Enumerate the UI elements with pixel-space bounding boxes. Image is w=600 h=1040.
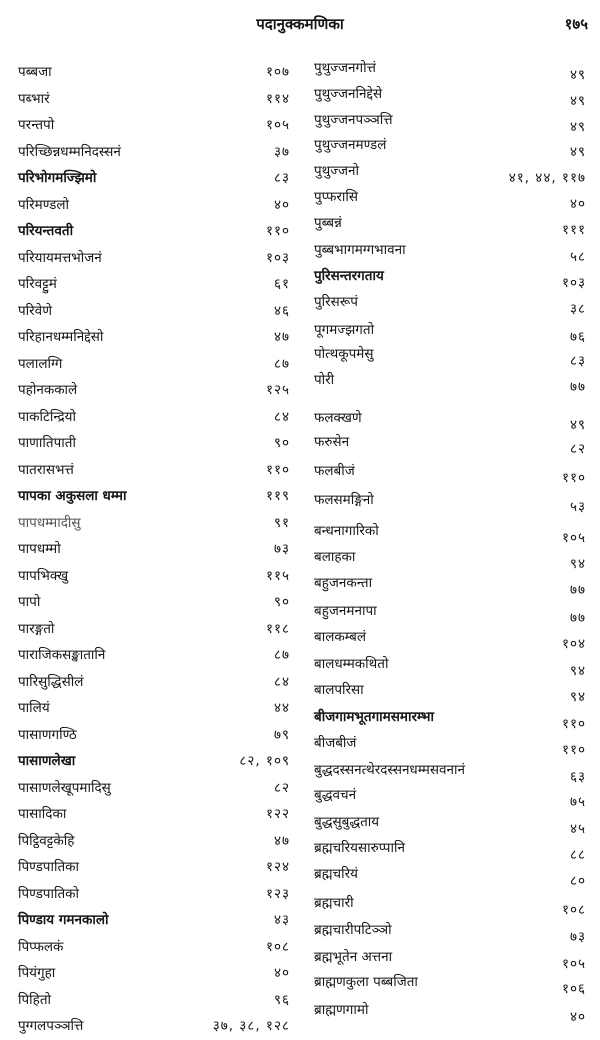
index-entry xyxy=(314,135,586,159)
index-term: बुद्धवचनं xyxy=(314,787,357,803)
index-term: पहोनककाले xyxy=(18,382,78,398)
index-entry xyxy=(18,725,290,749)
index-term: पुथुज्जनो xyxy=(314,163,360,179)
index-page-refs: १२३ xyxy=(265,885,290,902)
index-page-refs: ७७ xyxy=(569,610,586,626)
index-page-refs: ८२ xyxy=(273,779,290,796)
index-term: पुथुज्जनगोत्तं xyxy=(314,60,376,76)
index-term: बीजबीजं xyxy=(314,735,357,751)
index-entry xyxy=(18,698,290,722)
index-entry xyxy=(314,370,586,394)
index-entry xyxy=(18,672,290,696)
index-page-refs: ३७, ३८, १२८ xyxy=(212,1018,290,1034)
index-page-refs: ७३ xyxy=(569,929,586,945)
index-entry xyxy=(314,920,586,944)
index-term: परिवट्टुमं xyxy=(18,276,57,292)
index-entry xyxy=(18,142,290,166)
index-term: पापभिक्खु xyxy=(18,567,69,584)
index-term: पाराजिकसङ्खातानि xyxy=(18,647,106,663)
index-term: पुथुज्जनमण्डलं xyxy=(314,137,387,153)
index-entry xyxy=(18,751,290,775)
index-entry xyxy=(18,645,290,669)
index-entry xyxy=(18,910,290,934)
index-page-refs: ११० xyxy=(561,716,586,732)
index-page-refs: ७७ xyxy=(569,582,586,598)
index-page-refs: ४९ xyxy=(569,93,586,109)
index-page-refs: १११ xyxy=(561,222,586,238)
index-term: बहुजनकन्ता xyxy=(314,575,373,591)
index-entry xyxy=(314,547,586,571)
index-entry xyxy=(18,513,290,537)
index-entry xyxy=(314,573,586,597)
index-entry xyxy=(18,831,290,855)
index-page-refs: ८७ xyxy=(273,355,290,372)
index-term: पब्भारं xyxy=(18,90,50,107)
index-page-refs: ४९ xyxy=(569,417,586,433)
index-page-refs: ८४ xyxy=(273,673,290,690)
index-page-refs: १०८ xyxy=(561,902,586,918)
index-page-refs: ८३ xyxy=(273,170,290,186)
index-entry xyxy=(314,58,586,82)
index-page-refs: ११८ xyxy=(265,620,290,637)
index-term: फरुसेन xyxy=(314,434,350,450)
index-term: ब्रह्मचरियसारुप्पानि xyxy=(314,840,405,856)
index-entry xyxy=(18,433,290,457)
index-term: पुरिसन्तरगताय xyxy=(314,268,384,284)
index-term: पियंगुहा xyxy=(18,965,56,981)
index-entry xyxy=(18,592,290,616)
index-term: फलसमङ्गिनो xyxy=(314,492,374,508)
index-page-refs: ७५ xyxy=(569,794,586,810)
index-term: पुथुज्जननिद्देसे xyxy=(314,86,383,102)
index-page-refs: ११५ xyxy=(265,567,290,584)
index-term: बीजगामभूतगामसमारम्भा xyxy=(314,709,435,725)
index-term: पुप्फरासि xyxy=(314,189,358,205)
index-entry xyxy=(314,240,586,264)
index-page-refs: ८२, १०९ xyxy=(239,753,290,769)
index-entry xyxy=(18,221,290,245)
index-term: पिहितो xyxy=(18,991,52,1008)
index-term: पुथुज्जनपञ्ञत्ति xyxy=(314,112,393,128)
index-term: पासाणलेखूपमादिसु xyxy=(18,779,111,796)
index-page-refs: ११९ xyxy=(265,488,290,504)
index-term: परिवेणे xyxy=(18,302,52,319)
index-term: पाकटिन्द्रियो xyxy=(18,408,76,425)
index-page-refs: ९० xyxy=(273,435,290,451)
index-term: ब्राह्मणकुला पब्बजिता xyxy=(314,974,418,990)
index-entry xyxy=(18,380,290,404)
index-page-refs: ११० xyxy=(561,470,586,486)
index-entry xyxy=(314,521,586,545)
index-entry xyxy=(314,1000,586,1024)
index-term: पूगमज्झगतो xyxy=(314,322,375,338)
index-entry xyxy=(314,838,586,862)
index-page-refs: ७६ xyxy=(569,329,586,345)
index-entry xyxy=(18,168,290,192)
index-entry xyxy=(18,327,290,351)
index-entry xyxy=(314,812,586,836)
index-entry xyxy=(314,947,586,971)
index-term: ब्रह्मचारीपटिञ्ञो xyxy=(314,922,392,938)
index-term: पासाणलेखा xyxy=(18,753,76,769)
index-page-refs: १०५ xyxy=(561,530,586,546)
index-entry xyxy=(314,733,586,757)
index-term: पोत्थकूपमेसु xyxy=(314,346,374,362)
index-page-refs: ११० xyxy=(265,461,290,478)
index-page-refs: ८४ xyxy=(273,408,290,425)
index-entry xyxy=(314,601,586,625)
index-entry xyxy=(314,680,586,704)
index-entry xyxy=(314,707,586,731)
index-page-refs: १०८ xyxy=(265,938,290,955)
index-page-refs: ९४ xyxy=(569,556,586,572)
index-term: पिण्डपातिको xyxy=(18,885,80,902)
index-page-refs: ३७ xyxy=(273,143,290,160)
index-term: फलक्खणे xyxy=(314,410,362,426)
index-entry xyxy=(314,432,586,456)
index-term: पुग्गलपञ्ञत्ति xyxy=(18,1018,84,1034)
index-entry xyxy=(18,857,290,881)
index-term: बुद्धदस्सनत्थेरदस्सनधम्मसवनानं xyxy=(314,762,465,778)
index-entry xyxy=(18,62,290,86)
index-page-refs: ४९ xyxy=(569,119,586,135)
index-entry xyxy=(18,407,290,431)
index-term: फलबीजं xyxy=(314,463,355,479)
index-term: पारिसुद्धिसीलं xyxy=(18,673,84,690)
index-page-refs: ७७ xyxy=(569,379,586,395)
index-term: ब्रह्मभूतेन अत्तना xyxy=(314,949,393,965)
index-page-refs: ४६ xyxy=(273,302,290,319)
index-page-refs: ४४ xyxy=(273,700,290,716)
index-page-refs: ४७ xyxy=(273,329,290,345)
index-entry xyxy=(18,884,290,908)
index-term: पिण्डाय गमनकालो xyxy=(18,912,109,928)
index-page-refs: ४० xyxy=(569,1009,586,1025)
index-term: पुरिसरूपं xyxy=(314,294,358,310)
index-page-refs: १०३ xyxy=(561,275,586,291)
index-term: परिभोगमज्झिमो xyxy=(18,170,97,186)
index-entry xyxy=(18,1016,290,1040)
index-term: पाणातिपाती xyxy=(18,435,76,451)
index-entry xyxy=(18,274,290,298)
index-entry xyxy=(314,110,586,134)
index-term: ब्रह्मचारी xyxy=(314,895,354,911)
index-page-refs: ११४ xyxy=(265,90,290,107)
index-term: पिण्डपातिका xyxy=(18,859,80,875)
index-term: परिच्छिन्नधम्मनिदस्सनं xyxy=(18,143,121,160)
index-term: पासाणगण्ठि xyxy=(18,726,77,743)
index-entry xyxy=(314,84,586,108)
index-page-refs: ६१ xyxy=(273,276,290,292)
index-page-refs: ९१ xyxy=(273,514,290,531)
index-page-refs: ८० xyxy=(569,873,586,889)
index-entry xyxy=(18,539,290,563)
index-page-refs: १०७ xyxy=(265,64,290,80)
index-term: बहुजनमनापा xyxy=(314,603,377,619)
index-entry xyxy=(314,320,586,344)
index-entry xyxy=(314,461,586,485)
index-entry xyxy=(18,460,290,484)
index-entry xyxy=(314,266,586,290)
index-page-refs: ६३ xyxy=(569,769,586,785)
page-number: १७५ xyxy=(564,15,588,33)
index-term: पिप्फलकं xyxy=(18,938,64,955)
index-entry xyxy=(314,490,586,514)
index-entry xyxy=(314,654,586,678)
index-entry xyxy=(314,972,586,996)
index-page-refs: ५८ xyxy=(569,249,586,265)
index-page-refs: ८३ xyxy=(569,353,586,369)
index-term: बालकम्बलं xyxy=(314,629,366,645)
index-page-refs: ४० xyxy=(273,965,290,981)
index-entry xyxy=(18,990,290,1014)
index-term: पलालग्गि xyxy=(18,355,63,372)
index-term: पोरी xyxy=(314,372,335,388)
index-entry xyxy=(314,893,586,917)
index-entry xyxy=(314,760,586,784)
index-entry xyxy=(18,89,290,113)
index-page-refs: १०३ xyxy=(265,249,290,266)
index-page-refs: १२५ xyxy=(265,382,290,398)
index-term: पापधम्मो xyxy=(18,541,61,557)
index-page-refs: ८८ xyxy=(569,847,586,863)
index-term: पारङ्गतो xyxy=(18,620,55,637)
index-term: पुब्बभागमग्गभावना xyxy=(314,242,406,258)
index-entry xyxy=(314,864,586,888)
index-term: परियन्तवती xyxy=(18,223,74,239)
index-entry xyxy=(18,248,290,272)
index-page-refs: ९० xyxy=(273,594,290,610)
index-entry xyxy=(18,486,290,510)
index-page-refs: १०६ xyxy=(561,981,586,997)
index-page-refs: ४३ xyxy=(273,912,290,928)
index-page-refs: ४१, ४४, ११७ xyxy=(508,170,586,186)
index-page-refs: ४० xyxy=(273,196,290,213)
index-page-refs: ८७ xyxy=(273,647,290,663)
index-page-refs: ३८ xyxy=(569,301,586,317)
index-term: ब्रह्मचरियं xyxy=(314,866,358,882)
index-page-refs: ८२ xyxy=(569,441,586,457)
index-page-refs: ७९ xyxy=(273,726,290,743)
index-entry xyxy=(18,619,290,643)
index-term: ब्राह्मणगामो xyxy=(314,1002,369,1018)
index-entry xyxy=(18,566,290,590)
index-term: बालपरिसा xyxy=(314,682,364,698)
index-term: पातरासभत्तं xyxy=(18,461,74,478)
index-page-refs: ९६ xyxy=(273,991,290,1008)
index-page-refs: १२४ xyxy=(265,859,290,875)
index-term: पापका अकुसला धम्मा xyxy=(18,488,127,504)
index-term: परिमण्डलो xyxy=(18,196,70,213)
index-entry xyxy=(18,115,290,139)
index-entry xyxy=(18,301,290,325)
index-page-refs: १२२ xyxy=(265,806,290,822)
index-term: पब्बजा xyxy=(18,64,52,80)
index-entry xyxy=(314,627,586,651)
index-term: पासादिका xyxy=(18,806,67,822)
index-page-refs: १०५ xyxy=(561,956,586,972)
index-page-refs: ४९ xyxy=(569,144,586,160)
index-entry xyxy=(18,937,290,961)
index-page-refs: १०४ xyxy=(561,636,586,652)
index-entry xyxy=(314,408,586,432)
index-entry xyxy=(314,344,586,368)
index-entry xyxy=(314,161,586,185)
index-page-refs: ४७ xyxy=(273,832,290,849)
index-entry xyxy=(314,213,586,237)
index-page-refs: ४० xyxy=(569,196,586,212)
index-term: परन्तपो xyxy=(18,117,55,133)
index-term: पापधम्मादीसु xyxy=(18,514,81,531)
index-entry xyxy=(18,354,290,378)
index-term: बलाहका xyxy=(314,549,356,565)
index-page-refs: ४५ xyxy=(569,821,586,837)
index-term: पुब्बन्नं xyxy=(314,215,342,231)
index-term: बुद्धसुबुद्धताय xyxy=(314,814,380,830)
index-page-refs: ५३ xyxy=(569,499,586,515)
index-term: पालियं xyxy=(18,700,50,716)
index-page-refs: ११० xyxy=(265,223,290,239)
index-term: बालधम्मकथितो xyxy=(314,656,389,672)
index-entry xyxy=(18,195,290,219)
index-page-refs: ९४ xyxy=(569,663,586,679)
index-page-refs: ९४ xyxy=(569,689,586,705)
index-entry xyxy=(314,292,586,316)
index-entry xyxy=(314,187,586,211)
page-title: पदानुक्कमणिका xyxy=(256,15,344,33)
index-page-refs: ७३ xyxy=(273,541,290,557)
index-page-refs: ४९ xyxy=(569,67,586,83)
index-entry xyxy=(18,778,290,802)
index-term: परियायमत्तभोजनं xyxy=(18,249,102,266)
index-page-refs: ११० xyxy=(561,742,586,758)
index-term: परिहानधम्मनिद्देसो xyxy=(18,329,104,345)
index-entry xyxy=(314,785,586,809)
index-term: पिट्ठिवट्टकेहि xyxy=(18,832,75,849)
index-entry xyxy=(18,963,290,987)
index-entry xyxy=(18,804,290,828)
index-term: पापो xyxy=(18,594,41,610)
index-term: बन्धनागारिको xyxy=(314,523,379,539)
index-page-refs: १०५ xyxy=(265,117,290,133)
